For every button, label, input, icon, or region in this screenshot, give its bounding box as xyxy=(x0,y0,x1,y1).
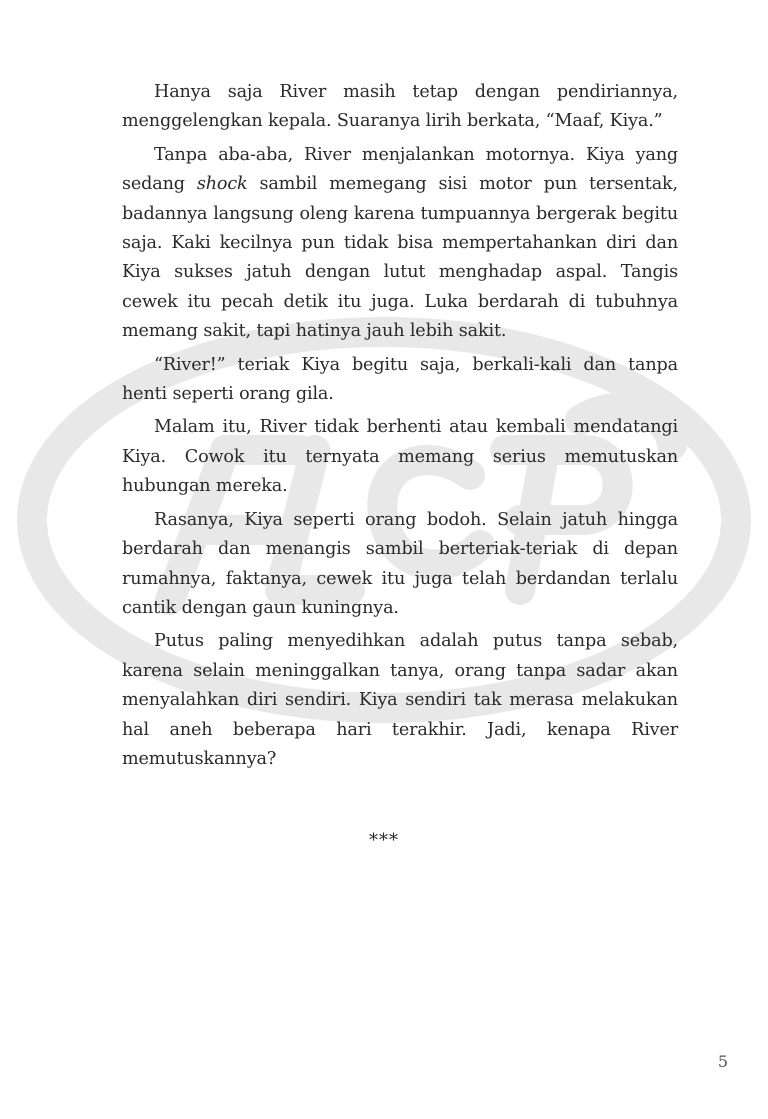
paragraph-2-end: sambil memegang sisi motor pun tersentak, badannya langsung oleng karena tumpuannya bergerak begitu saja. Kaki kecilnya pun tidak bisa mempertahankan diri dan Kiya sukses jatuh dengan lutut menghadap aspal. Tangis cewek itu pecah detik itu juga. Luka berdarah di tubuhnya memang sakit, tapi hatinya jauh lebih sakit. xyxy=(122,174,678,342)
paragraph-4: Malam itu, River tidak berhenti atau kembali mendatangi Kiya. Cowok itu ternyata memang serius memutuskan hubungan mereka. xyxy=(122,417,678,497)
paragraph-6: Putus paling menyedihkan adalah putus tanpa sebab, karena selain meninggalkan tanya, orang tanpa sadar akan menyalahkan diri sendiri. Kiya sendiri tak merasa melakukan hal aneh beberapa hari terakhir. Jadi, kenapa River memutuskannya? xyxy=(122,631,678,769)
paragraph-2-start: Tanpa aba-aba, River menjalankan motornya. Kiya yang sedang xyxy=(122,144,678,195)
paragraph-2 xyxy=(122,141,678,347)
page-number: 5 xyxy=(717,1052,728,1071)
paragraph-3: “River!” teriak Kiya begitu saja, berkali-kali dan tanpa henti seperti orang gila. xyxy=(122,354,678,405)
scene-break: *** xyxy=(369,830,399,851)
page-body xyxy=(122,78,678,774)
paragraph-5: Rasanya, Kiya seperti orang bodoh. Selain jatuh hingga berdarah dan menangis sambil berteriak-teriak di depan rumahnya, faktanya, cewek itu juga telah berdandan terlalu cantik dengan gaun kuningnya. xyxy=(122,509,678,618)
italic-word-shock: shock xyxy=(196,174,248,195)
paragraph-1: Hanya saja River masih tetap dengan pendiriannya, menggelengkan kepala. Suaranya lirih berkata, “Maaf, Kiya.” xyxy=(122,82,678,132)
